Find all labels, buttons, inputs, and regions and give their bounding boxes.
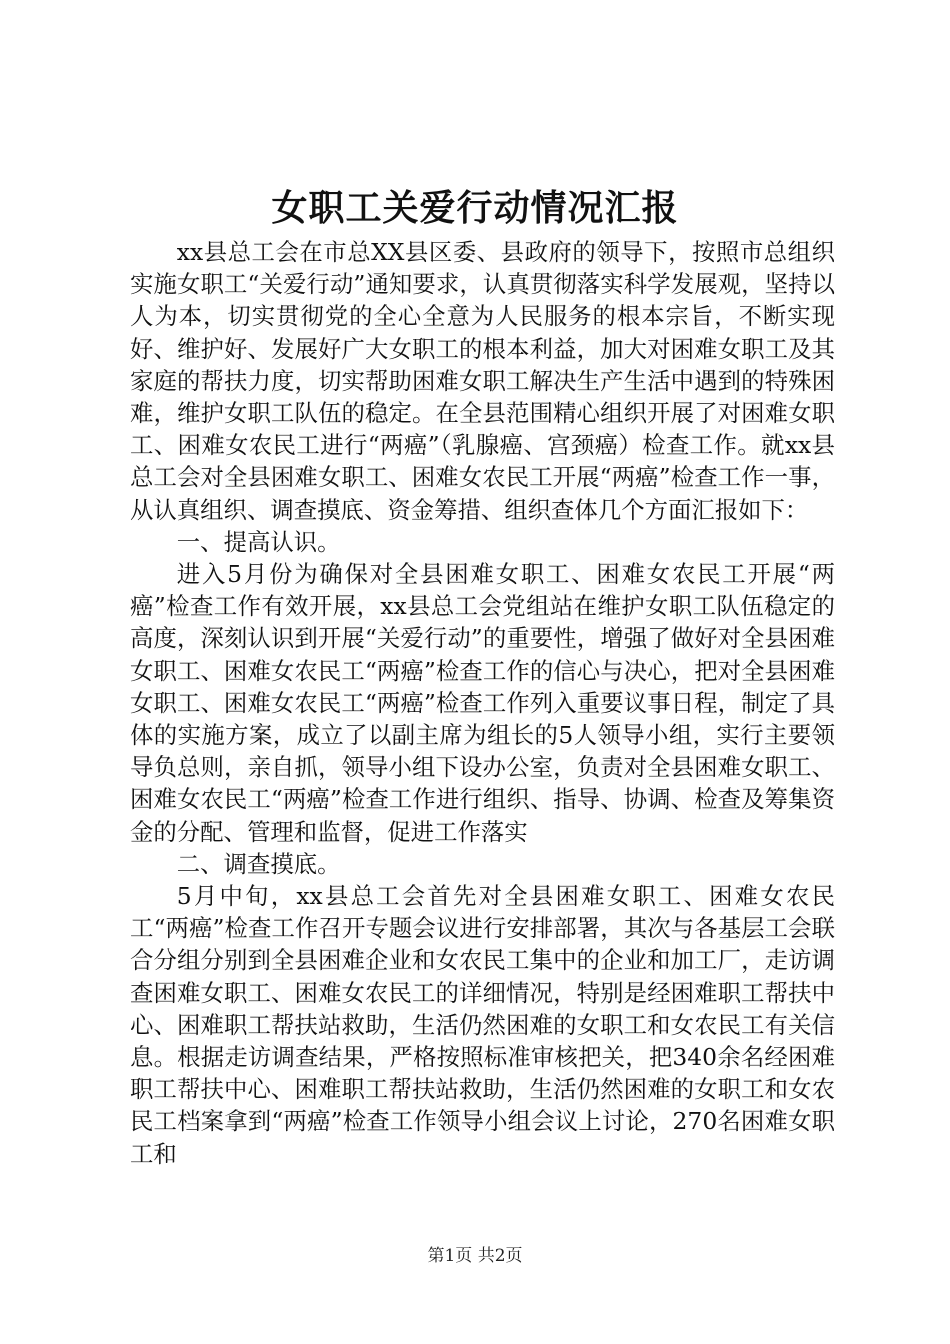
document-body — [130, 236, 835, 1170]
section-heading-2: 二、调查摸底。 — [176, 849, 341, 878]
paragraph-section-2: 5月中旬，xx县总工会首先对全县困难女职工、困难女农民工“两癌”检查工作召开专题会议进行安排部署，其次与各基层工会联合分组分别到全县困难企业和女农民工集中的企业和加工厂，走访调查困难女职工、困难女农民工的详细情况，特别是经困难职工帮扶中心、困难职工帮扶站救助，生活仍然困难的女职工和女农民工有关信息。根据走访调查结果，严格按照标准审核把关，把340余名经困难职工帮扶中心、困难职工帮扶站救助，生活仍然困难的女职工和女农民工档案拿到“两癌”检查工作领导小组会议上讨论，270名困难女职工和 — [130, 882, 835, 1168]
page-footer: 第1页 共2页 — [427, 1246, 523, 1266]
paragraph-section-1: 进入5月份为确保对全县困难女职工、困难女农民工开展“两癌”检查工作有效开展，xx县总工会党组站在维护女职工队伍稳定的高度，深刻认识到开展“关爱行动”的重要性，增强了做好对全县困难女职工、困难女农民工“两癌”检查工作的信心与决心，把对全县困难女职工、困难女农民工“两癌”检查工作列入重要议事日程，制定了具体的实施方案，成立了以副主席为组长的5人领导小组，实行主要领导负总则，亲自抓，领导小组下设办公室，负责对全县困难女职工、困难女农民工“两癌”检查工作进行组织、指导、协调、检查及筹集资金的分配、管理和监督，促进工作落实 — [130, 560, 835, 846]
section-heading-1: 一、提高认识。 — [176, 527, 341, 556]
paragraph-intro: xx县总工会在市总XX县区委、县政府的领导下，按照市总组织实施女职工“关爱行动”通知要求，认真贯彻落实科学发展观，坚持以人为本，切实贯彻党的全心全意为人民服务的根本宗旨，不断实现好、维护好、发展好广大女职工的根本利益，加大对困难女职工及其家庭的帮扶力度，切实帮助困难女职工解决生产生活中遇到的特殊困难，维护女职工队伍的稳定。在全县范围精心组织开展了对困难女职工、困难女农民工进行“两癌”（乳腺癌、宫颈癌）检查工作。就xx县总工会对全县困难女职工、困难女农民工开展“两癌”检查工作一事，从认真组织、调查摸底、资金筹措、组织查体几个方面汇报如下： — [130, 238, 835, 524]
document-title: 女职工关爱行动情况汇报 — [271, 187, 679, 229]
